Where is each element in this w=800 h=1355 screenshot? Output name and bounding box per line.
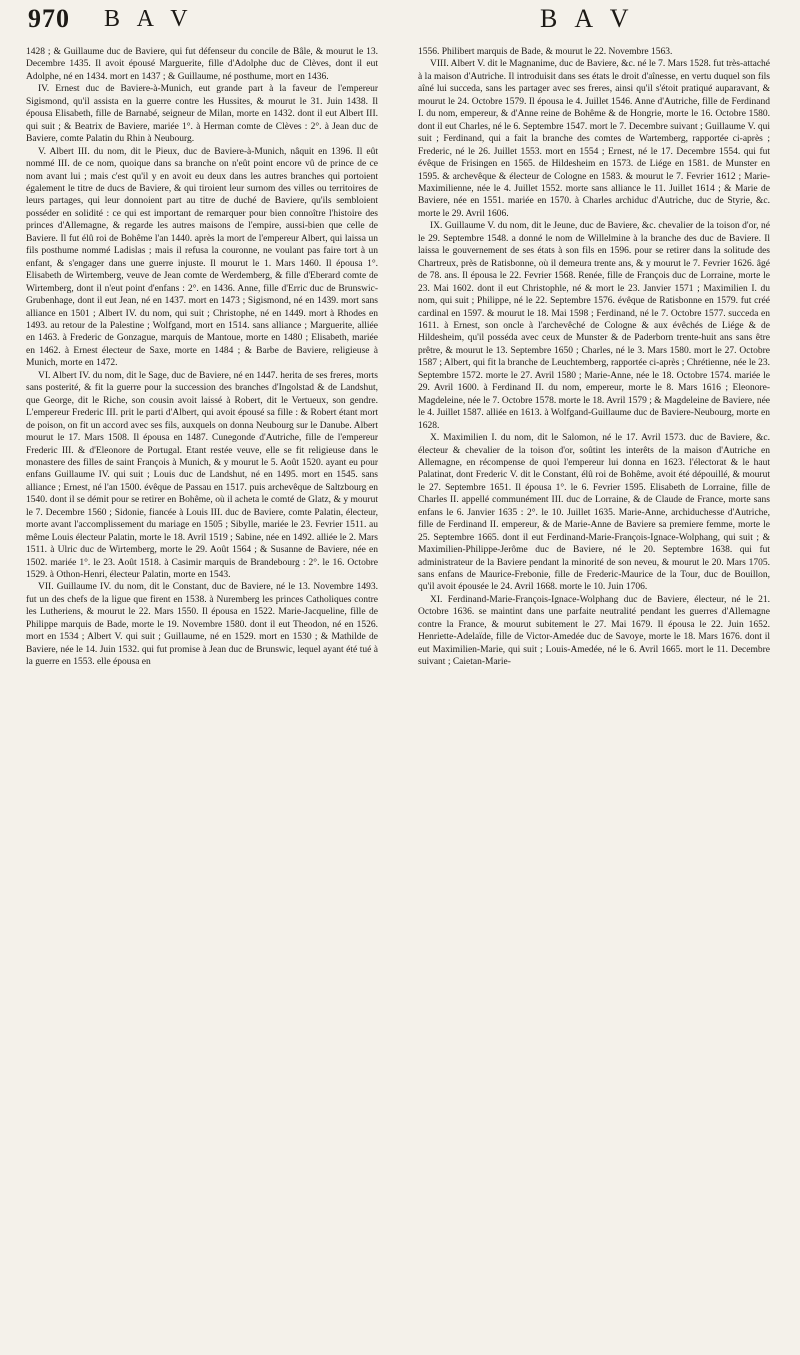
paragraph: X. Maximilien I. du nom, dit le Salomon, né le 17. Avril 1573. duc de Baviere, &c. électeur & chevalier de la toison d'or, soûtint les interêts de la maison d'Autriche en Allemagne, en récompense de quoi l'empereur lui donna en 1623. l'électorat & le haut Palatinat, dont Frederic V. dit le Constant, élû roi de Bohême, avoit été dépouillé, & mourut le 27. Septembre 1651. Il épousa 1°. le 6. Fevrier 1595. Elisabeth de Lorraine, fille de Charles II. appellé communément III. duc de Lorraine, & de Claude de France, morte sans enfans le 6. Janvier 1635 : 2°. le 10. Juillet 1635. Marie-Anne, archiduchesse d'Autriche, fille de Ferdinand II. empereur, & de Marie-Anne de Baviere sa premiere femme, morte le 25. Septembre 1665. dont il eut Ferdinand-Marie-François-Ignace-Wolphang, qui suit ; & Maximilien-Philippe-Jerôme duc de Baviere, né le 20. Septembre 1638. qui fut administrateur de la Baviere pendant la minorité de son neveu, & mourut le 20. Mars 1705. sans enfans de Maurice-Frebonie, fille de Frederic-Maurice de la Tour, duc de Bouillon, qu'il avoit épousée le 24. Avril 1668. morte le 10. Juin 1706.	[418, 433, 770, 593]
paragraph: IV. Ernest duc de Baviere-à-Munich, eut grande part à la faveur de l'empereur Sigismond, qu'il assista en la guerre contre les Hussites, & mourut le 31. Juin 1438. Il épousa Elisabeth, fille de Barnabé, seigneur de Milan, morte en 1432. dont il eut Albert III. qui suit ; & Beatrix de Baviere, mariée 1°. à Herman comte de Clèves : 2°. à Jean duc de Baviere, comte Palatin du Rhin à Neubourg.	[26, 84, 378, 145]
paragraph: V. Albert III. du nom, dit le Pieux, duc de Baviere-à-Munich, nâquit en 1396. Il eût nommé III. de ce nom, quoique dans sa branche on n'eût point encore vû de prince de ce nom avant lui ; mais c'est qu'il y en avoit eu deux dans les autres branches qui portoient également le titre de ducs de Baviere, & qui tiroient leur surnom des villes ou territoires de leurs partages, qui leur donnoient part au titre de duché de Baviere, qu'ils sembloient posséder en solidité : ce qui est important de remarquer pour bien connoître l'histoire des princes d'Allemagne, & regarde les autres maisons de l'empire, aussi-bien que celle de Baviere. Il fut élû roi de Bohême l'an 1440. après la mort de l'empereur Albert, qui laissa un fils posthume nommé Ladislas ; mais il refusa la couronne, ne voulant pas faire tort à un enfant, & s'engager dans une guerre injuste. Il mourut le 1. Mars 1460. Il épousa 1°. Elisabeth de Wirtemberg, veuve de Jean comte de Werdemberg, & fille d'Eberard comte de Wirtemberg, dont il n'eut point d'enfans : 2°. en 1436. Anne, fille d'Erric duc de Brunswic-Grubenhage, dont il eut Jean, né en 1437. mort en 1473 ; Sigismond, né en 1439. mort sans alliance en 1501 ; Albert IV. du nom, qui suit ; Christophe, né en 1449. mort à Rhodes en 1493. au retour de la Palestine ; Wolfgand, mort en 1514. sans alliance ; Marguerite, alliée en 1463. à Frederic de Gonzague, marquis de Mantoue, morte en 1480 ; Elisabeth, mariée en 1462. à Ernest électeur de Saxe, morte en 1484 ; & Barbe de Baviere, religieuse à Munich, morte en 1472.	[26, 146, 378, 369]
right-column	[418, 46, 770, 1346]
paragraph: 1556. Philibert marquis de Bade, & mourut le 22. Novembre 1563.	[418, 47, 673, 57]
paragraph: VIII. Albert V. dit le Magnanime, duc de Baviere, &c. né le 7. Mars 1528. fut très-attaché à la maison d'Autriche. Il introduisit dans ses états le droit d'aînesse, en vertu duquel son fils aîné lui succeda, sans les partager avec ses freres, ainsi qu'il s'étoit pratiqué auparavant, & mourut le 24. Octobre 1579. Il épousa le 4. Juillet 1546. Anne d'Autriche, fille de Ferdinand I. du nom, empereur, & d'Anne reine de Bohême & de Hongrie, morte le 16. Octobre 1580. dont il eut Charles, né le 6. Septembre 1547. mort le 7. Decembre suivant ; Guillaume V. qui suit ; Ferdinand, qui a fait la branche des comtes de Wartemberg, rapportée ci-après ; Frederic, né le 26. Juillet 1553. mort en 1554 ; Ernest, né le 17. Decembre 1554. qui fut évêque de Frisingen en 1565. de Hildesheim en 1573. de Liége en 1581. de Munster en 1595. & archevêque & électeur de Cologne en 1583. & mourut le 7. Fevrier 1612 ; Marie-Maximilienne, née le 4. Juillet 1552. morte sans alliance le 11. Juillet 1614 ; & Marie de Baviere, née en 1551. mariée en 1570. à Charles archiduc d'Autriche, duc de Styrie, &c. morte le 29. Avril 1606.	[418, 59, 770, 219]
right-running-title: B A V	[540, 4, 635, 33]
paragraph: XI. Ferdinand-Marie-François-Ignace-Wolphang duc de Baviere, électeur, né le 21. Octobre 1636. se maintint dans une parfaite neutralité pendant les guerres d'Allemagne contre la France, & mourut subitement le 27. Mai 1679. Il épousa le 22. Juin 1652. Henriette-Adelaïde, fille de Victor-Amedée duc de Savoye, morte le 18. Mars 1676. dont il eut Maximilien-Marie, qui suit ; Louis-Amedée, né le 6. Avril 1665. mort le 11. Decembre suivant ; Caietan-Marie-	[418, 594, 770, 668]
paragraph: IX. Guillaume V. du nom, dit le Jeune, duc de Baviere, &c. chevalier de la toison d'or, né le 29. Septembre 1548. a donné le nom de Willelmine à la branche des duc de Baviere. Il laissa le gouvernement de ses états à son fils en 1596. pour se retirer dans la solitude des Chartreux, près de Ratisbonne, où il demeura trente ans, & y mourut le 7. Fevrier 1626. âgé de 78. ans. Il épousa le 22. Fevrier 1568. Renée, fille de François duc de Lorraine, morte le 23. Mai 1602. dont il eut Christophle, né & mort le 23. Janvier 1571 ; Maximilien I. du nom, qui suit ; Philippe, né le 22. Septembre 1576. évêque de Ratisbonne en 1579. fut créé cardinal en 1597. & mourut le 18. Mai 1598 ; Ferdinand, né le 7. Octobre 1577. succeda en 1611. à Ernest, son oncle à l'archevêché de Cologne & aux évêchés de Liége & de Hildesheim, qu'il posséda avec ceux de Munster & de Paderborn trente-huit ans sans être prêtre, & mourut le 13. Septembre 1650 ; Charles, né le 3. Mars 1580. mort le 27. Octobre 1587 ; Albert, qui fit la branche de Leuchtemberg, rapportée ci-après ; Chrétienne, née le 23. Septembre 1572. morte le 27. Avril 1580 ; Marie-Anne, née le 18. Octobre 1574. mariée le 29. Avril 1600. à Ferdinand II. du nom, empereur, morte le 8. Mars 1616 ; Eleonore-Magdeleine, née le 7. Octobre 1578. morte le 18. Avril 1579 ; & Magdeleine de Baviere, née le 4. Juillet 1587. alliée en 1613. à Wolfgand-Guillaume duc de Baviere-Neubourg, morte en 1628.	[418, 221, 770, 431]
page-number: 970	[28, 4, 70, 33]
paragraph: 1428 ; & Guillaume duc de Baviere, qui fut défenseur du concile de Bâle, & mourut le 13. Decembre 1435. Il avoit épousé Marguerite, fille d'Adolphe duc de Clèves, dont il eut Adolphe, né en 1434. mort en 1437 ; & Guillaume, né posthume, mort en 1436.	[26, 47, 378, 82]
paragraph: VII. Guillaume IV. du nom, dit le Constant, duc de Baviere, né le 13. Novembre 1493. fut un des chefs de la ligue que firent en 1538. à Nuremberg les princes Catholiques contre les Lutheriens, & mourut le 22. Mars 1550. Il épousa en 1522. Marie-Jacqueline, fille de Philippe marquis de Bade, morte le 19. Novembre 1580. dont il eut Theodon, né en 1526. mort en 1534 ; Albert V. qui suit ; Guillaume, né en 1529. mort en 1530 ; & Mathilde de Baviere, née le 14. Juin 1532. qui fut promise à Jean duc de Brunswic, lequel ayant été tué à la guerre en 1553. elle épousa en	[26, 582, 378, 668]
left-running-title: B A V	[104, 6, 194, 32]
left-column	[26, 46, 378, 1346]
running-head	[0, 0, 800, 48]
paragraph: VI. Albert IV. du nom, dit le Sage, duc de Baviere, né en 1447. herita de ses freres, morts sans posterité, & fit la guerre pour la succession des branches d'Ingolstad & de Landshut, que George, dit le Riche, son cousin avoit laissé à Robert, dit le Vertueux, son gendre. L'empereur Frederic III. prit le parti d'Albert, qui avoit épousé sa fille : & Robert étant mort de poison, on fit un accord avec ses fils, auxquels on donna Neubourg sur le Danube. Albert mourut le 17. Mars 1508. Il épousa en 1487. Cunegonde d'Autriche, fille de l'empereur Frederic III. & d'Eleonore de Portugal. Etant restée veuve, elle se fit religieuse dans le monastere des filles de saint François à Munich, & y mourut le 5. Août 1520. ayant eu pour enfans Guillaume IV. qui suit ; Louis duc de Landshut, né en 1495. mort en 1545. sans alliance ; Ernest, né l'an 1500. évêque de Passau en 1517. puis archevêque de Saltzbourg en 1540. dont il se démit pour se retirer en Bohême, où il acheta le comté de Glatz, & y mourut le 7. Decembre 1560 ; Sidonie, fiancée à Louis III. duc de Baviere, comte Palatin, électeur, morte avant l'accomplissement du mariage en 1505 ; Sibylle, mariée le 23. Fevrier 1511. au même Louis électeur Palatin, morte le 18. Avril 1519 ; Sabine, née en 1492. alliée le 2. Mars 1511. à Ulric duc de Wirtemberg, morte le 29. Août 1564 ; & Susanne de Baviere, née en 1502. mariée 1°. le 23. Août 1518. à Casimir marquis de Brandebourg : 2°. le 16. Octobre 1529. à Othon-Henri, électeur Palatin, morte en 1543.	[26, 370, 378, 581]
